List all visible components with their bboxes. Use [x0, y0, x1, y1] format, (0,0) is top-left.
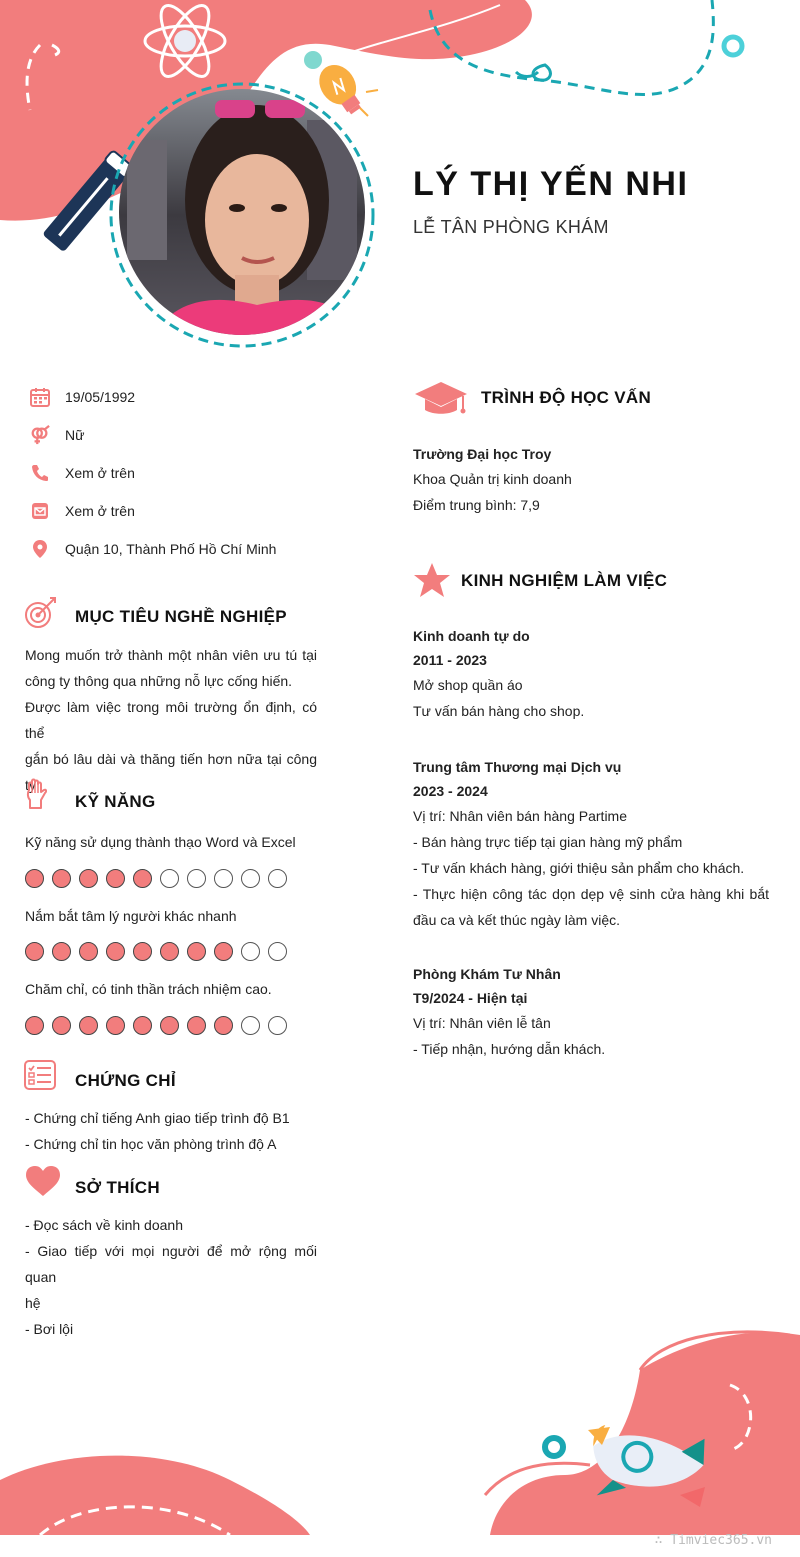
- email-value: Xem ở trên: [65, 503, 135, 519]
- rating-dot-filled: [106, 1016, 125, 1035]
- star-icon: [413, 562, 451, 598]
- objective-line: ty: [25, 777, 36, 793]
- hobbies-heading: SỞ THÍCH: [75, 1178, 160, 1197]
- rating-dot-filled: [106, 942, 125, 961]
- skill-rating: [25, 869, 287, 888]
- rating-dot-filled: [52, 1016, 71, 1035]
- certificates-heading: CHỨNG CHỈ: [75, 1071, 176, 1090]
- checklist-icon: [24, 1060, 56, 1090]
- skill-label: Kỹ năng sử dụng thành thạo Word và Excel: [25, 834, 296, 850]
- phone-icon: [30, 463, 50, 483]
- rating-dot-filled: [187, 1016, 206, 1035]
- hobby-line: hệ: [25, 1295, 41, 1311]
- skill-label: Nắm bắt tâm lý người khác nhanh: [25, 908, 237, 924]
- job-entry: [413, 755, 769, 933]
- job-detail: - Bán hàng trực tiếp tại gian hàng mỹ phẩm: [413, 834, 683, 850]
- rating-dot-filled: [79, 942, 98, 961]
- job-period: 2011 - 2023: [413, 652, 487, 668]
- rating-dot-filled: [214, 1016, 233, 1035]
- job-detail: Mở shop quần áo: [413, 677, 523, 693]
- watermark-text: Timviec365.vn: [670, 1533, 772, 1548]
- avatar: [107, 80, 377, 350]
- birthday-value: 19/05/1992: [65, 389, 136, 405]
- job-detail: - Tư vấn khách hàng, giới thiệu sản phẩm cho khách.: [413, 860, 745, 876]
- objective-line: gắn bó lâu dài và thăng tiến hơn nữa tại công: [25, 751, 317, 767]
- contact-address: [30, 536, 360, 562]
- rating-dot-filled: [214, 942, 233, 961]
- rating-dot-empty: [241, 942, 260, 961]
- graduation-cap-icon: [413, 380, 469, 416]
- rating-dot-empty: [268, 869, 287, 888]
- hobby-line: - Đọc sách về kinh doanh: [25, 1217, 183, 1233]
- skill-rating: [25, 1016, 287, 1035]
- job-period: 2023 - 2024: [413, 783, 488, 799]
- rating-dot-filled: [52, 942, 71, 961]
- rating-dot-empty: [241, 869, 260, 888]
- rating-dot-filled: [160, 1016, 179, 1035]
- rating-dot-filled: [133, 869, 152, 888]
- phone-value: Xem ở trên: [65, 465, 135, 481]
- hobby-line: - Giao tiếp với mọi người để mở rộng mối quan: [25, 1243, 317, 1285]
- objective-text: [25, 642, 317, 798]
- education-gpa: Điểm trung bình: 7,9: [413, 497, 540, 513]
- job-entry: [413, 624, 769, 724]
- job-detail: Vị trí: Nhân viên lễ tân: [413, 1015, 551, 1031]
- objective-line: Mong muốn trở thành một nhân viên ưu tú tại: [25, 647, 317, 663]
- education-heading: TRÌNH ĐỘ HỌC VẤN: [481, 388, 652, 407]
- atom-icon: [140, 3, 230, 83]
- education-major: Khoa Quản trị kinh doanh: [413, 471, 572, 487]
- rating-dot-filled: [133, 1016, 152, 1035]
- job-detail: Tư vấn bán hàng cho shop.: [413, 703, 585, 719]
- certificate-item: - Chứng chỉ tiếng Anh giao tiếp trình độ B1: [25, 1110, 290, 1126]
- contact-phone: [30, 460, 360, 486]
- education-school: Trường Đại học Troy: [413, 446, 552, 462]
- footer-decoration-left: [0, 1440, 310, 1535]
- experience-heading: KINH NGHIỆM LÀM VIỆC: [461, 571, 668, 590]
- contact-birthday: [30, 384, 360, 410]
- rating-dot-empty: [268, 1016, 287, 1035]
- job-company: Phòng Khám Tư Nhân: [413, 966, 561, 982]
- job-company: Trung tâm Thương mại Dịch vụ: [413, 759, 622, 775]
- rating-dot-filled: [25, 869, 44, 888]
- rating-dot-filled: [25, 942, 44, 961]
- rating-dot-filled: [187, 942, 206, 961]
- rating-dot-filled: [52, 869, 71, 888]
- rating-dot-filled: [160, 942, 179, 961]
- certificate-item: - Chứng chỉ tin học văn phòng trình độ A: [25, 1136, 277, 1152]
- job-company: Kinh doanh tự do: [413, 628, 530, 644]
- hobby-line: - Bơi lội: [25, 1321, 74, 1337]
- contact-gender: [30, 422, 360, 448]
- skill-label: Chăm chỉ, có tinh thần trách nhiệm cao.: [25, 981, 272, 997]
- gender-icon: [30, 425, 50, 445]
- location-icon: [30, 539, 50, 559]
- skill-rating: [25, 942, 287, 961]
- objective-line: Được làm việc trong môi trường ổn định, có thể: [25, 699, 317, 741]
- rating-dot-empty: [241, 1016, 260, 1035]
- contact-email: [30, 498, 360, 524]
- job-detail: đầu ca và kết thúc ngày làm việc.: [413, 912, 620, 928]
- watermark: [655, 1533, 772, 1548]
- rating-dot-filled: [79, 869, 98, 888]
- rating-dot-empty: [187, 869, 206, 888]
- heart-icon: [25, 1165, 61, 1197]
- job-detail: - Thực hiện công tác dọn dẹp vệ sinh cửa hàng khi bắt: [413, 886, 769, 902]
- rating-dot-empty: [160, 869, 179, 888]
- rocket-icon: [580, 1415, 715, 1515]
- candidate-name: LÝ THỊ YẾN NHI: [413, 165, 689, 203]
- objective-heading: MỤC TIÊU NGHỀ NGHIỆP: [75, 607, 287, 626]
- hobbies-text: [25, 1212, 317, 1342]
- target-icon: [24, 596, 58, 630]
- rating-dot-filled: [79, 1016, 98, 1035]
- rating-dot-filled: [25, 1016, 44, 1035]
- rating-dot-empty: [268, 942, 287, 961]
- logo-dots-icon: ∴: [654, 1533, 671, 1548]
- objective-line: công ty thông qua những nỗ lực cống hiến.: [25, 673, 293, 689]
- job-entry: [413, 962, 769, 1062]
- skills-heading: KỸ NĂNG: [75, 792, 156, 811]
- email-icon: [30, 501, 50, 521]
- job-detail: Vị trí: Nhân viên bán hàng Partime: [413, 808, 628, 824]
- rating-dot-filled: [133, 942, 152, 961]
- rating-dot-filled: [106, 869, 125, 888]
- calendar-icon: [30, 387, 50, 407]
- hand-icon: [25, 778, 47, 812]
- job-title: LỄ TÂN PHÒNG KHÁM: [413, 217, 609, 237]
- rating-dot-empty: [214, 869, 233, 888]
- job-detail: - Tiếp nhận, hướng dẫn khách.: [413, 1041, 606, 1057]
- job-period: T9/2024 - Hiện tại: [413, 990, 528, 1006]
- gender-value: Nữ: [65, 427, 85, 443]
- address-value: Quận 10, Thành Phố Hồ Chí Minh: [65, 541, 277, 557]
